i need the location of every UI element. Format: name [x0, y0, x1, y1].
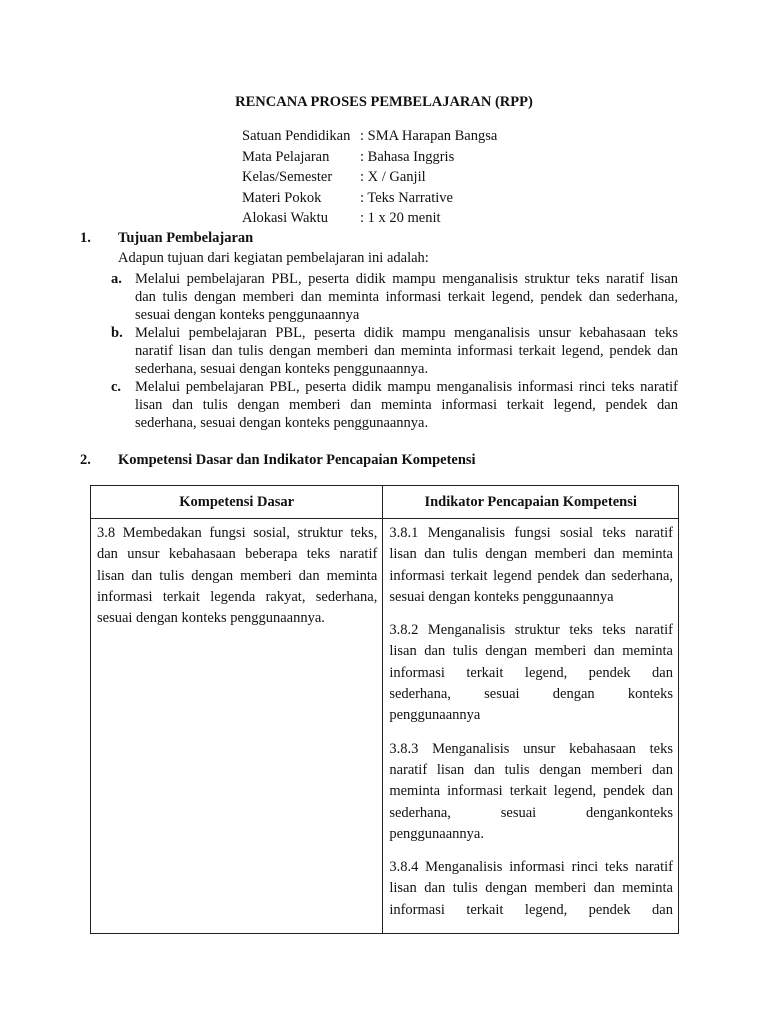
- text-line: sesuai dengan konteks penggunaannya: [135, 307, 360, 323]
- meta-value: : 1 x 20 menit: [360, 210, 441, 226]
- meta-value: : Teks Narrative: [360, 189, 453, 206]
- list-item: [111, 270, 678, 324]
- text-line: 3.8.1 Menganalisis fungsi sosial teks naratif: [389, 525, 673, 541]
- text-line: sederhana, sesuai dengankonteks: [389, 804, 673, 821]
- meta-label: Kelas/Semester: [242, 169, 333, 185]
- section-number: 2.: [80, 452, 91, 468]
- text-line: sederhana, sesuai dengan konteks penggunaannya.: [135, 361, 429, 377]
- objectives-list: [111, 270, 678, 432]
- text-line: penggunaannya: [389, 707, 481, 724]
- text-line: dan unsur kebahasaan beberapa teks naratif: [97, 546, 378, 563]
- kd-text: [91, 519, 382, 629]
- text-line: lisan dan tulis dengan memberi dan meminta: [389, 643, 673, 660]
- table-row: [91, 519, 679, 934]
- section-number: 1.: [80, 230, 91, 246]
- section-heading-tujuan: [80, 229, 253, 247]
- text-line: Melalui pembelajaran PBL, peserta didik mampu menganalisis unsur kebahasaan teks: [135, 325, 678, 341]
- meta-label: Mata Pelajaran: [242, 148, 330, 165]
- text-line: lisan dan tulis dengan memberi dan meminta: [389, 880, 673, 897]
- indicator-list: [383, 519, 678, 921]
- column-header: Indikator Pencapaian Kompetensi: [383, 486, 679, 519]
- text-line: sesuai dengan konteks penggunaannya: [389, 588, 614, 605]
- text-line: naratif lisan dan tulis dengan memberi dan: [389, 761, 673, 778]
- text-line: 3.8.3 Menganalisis unsur kebahasaan teks: [389, 740, 673, 757]
- column-header: Kompetensi Dasar: [91, 486, 383, 519]
- meta-row: [242, 127, 497, 148]
- list-marker: a.: [111, 271, 122, 287]
- text-line: 3.8.4 Menganalisis informasi rinci teks naratif: [389, 859, 673, 876]
- text-line: Melalui pembelajaran PBL, peserta didik mampu menganalisis informasi rinci teks naratif: [135, 379, 678, 395]
- text-line: lisan dan tulis dengan memberi dan meminta: [97, 567, 378, 584]
- indicator-item: [389, 620, 673, 726]
- text-line: lisan dan tulis dengan memberi dan meminta: [389, 546, 673, 563]
- text-line: sesuai dengan konteks penggunaannya.: [97, 610, 325, 627]
- list-item: [111, 378, 678, 432]
- text-line: penggunaannya.: [389, 825, 484, 842]
- section-title: Kompetensi Dasar dan Indikator Pencapaian Kompetensi: [118, 452, 476, 468]
- objectives-intro: Adapun tujuan dari kegiatan pembelajaran ini adalah:: [118, 250, 429, 266]
- meta-row: [242, 168, 497, 189]
- text-line: sederhana, sesuai dengan konteks penggunaannya.: [135, 415, 429, 431]
- list-marker: c.: [111, 379, 122, 395]
- meta-row: [242, 209, 497, 230]
- text-line: informasi terkait legenda rakyat, sederhana,: [97, 588, 378, 605]
- meta-value: : Bahasa Inggris: [360, 148, 455, 165]
- text-line: Melalui pembelajaran PBL, peserta didik mampu menganalisis struktur teks naratif lisan: [135, 271, 678, 287]
- meta-value: : X / Ganjil: [360, 169, 426, 185]
- meta-value: : SMA Harapan Bangsa: [360, 128, 498, 144]
- page-title: RENCANA PROSES PEMBELAJARAN (RPP): [235, 94, 533, 110]
- indicator-item: [389, 523, 673, 608]
- meta-row: [242, 189, 497, 210]
- list-item-text: [135, 324, 678, 378]
- competency-table: [90, 485, 679, 934]
- indicator-cell: [383, 519, 679, 934]
- text-line: 3.8 Membedakan fungsi sosial, struktur teks,: [97, 525, 378, 541]
- text-line: informasi terkait legend, pendek dan: [389, 901, 673, 918]
- text-line: informasi terkait legend pendek dan sederhana,: [389, 567, 673, 584]
- text-line: sederhana, sesuai dengan konteks: [389, 686, 673, 703]
- meta-label: Alokasi Waktu: [242, 210, 328, 226]
- list-item: [111, 324, 678, 378]
- identity-block: [242, 127, 497, 230]
- text-line: lisan dan tulis dengan memberi dan meminta informasi terkait legend, pendek dan: [135, 397, 678, 413]
- text-line: naratif lisan dan tulis dengan memberi dan meminta informasi terkait legend, pendek dan: [135, 343, 678, 359]
- indicator-item: [389, 739, 673, 845]
- text-line: dan tulis dengan memberi dan meminta informasi terkait legend, pendek dan sederhana,: [135, 289, 678, 305]
- section-heading-kompetensi: [80, 451, 476, 469]
- text-line: meminta informasi terkait legend, pendek dan: [389, 783, 673, 800]
- indicator-item: [389, 857, 673, 921]
- list-item-text: [135, 378, 678, 432]
- list-item-text: [135, 270, 678, 324]
- meta-label: Materi Pokok: [242, 189, 322, 206]
- text-line: 3.8.2 Menganalisis struktur teks teks naratif: [389, 622, 673, 639]
- meta-label: Satuan Pendidikan: [242, 128, 351, 144]
- text-line: informasi terkait legend, pendek dan: [389, 664, 673, 681]
- kd-cell: [91, 519, 383, 934]
- table-header-row: [91, 486, 679, 519]
- meta-row: [242, 148, 497, 169]
- list-marker: b.: [111, 325, 123, 341]
- section-title: Tujuan Pembelajaran: [118, 230, 254, 246]
